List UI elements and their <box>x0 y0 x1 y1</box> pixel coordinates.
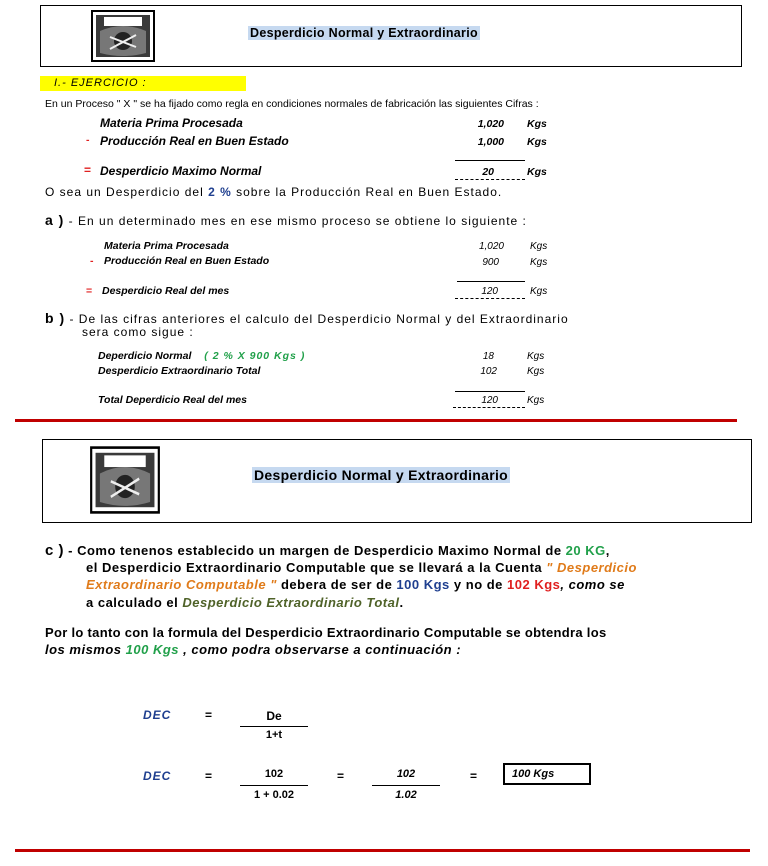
section-b-line-1 <box>45 310 569 326</box>
formula-den-3: 1.02 <box>395 789 417 801</box>
conclusion-line-2 <box>45 642 461 657</box>
t3-label-1-text: Deperdicio Normal <box>98 350 192 362</box>
sentence-1-pct: 2 % <box>208 185 232 199</box>
section-c-l3-q: Extraordinario Computable " <box>86 577 277 592</box>
t1-label-2: Producción Real en Buen Estado <box>100 134 289 148</box>
section-c-line-4 <box>86 595 404 610</box>
section-c-l2-q: " Desperdicio <box>546 560 637 575</box>
t3-value-3: 120 <box>481 395 498 406</box>
section-c-l4-it: Desperdicio Extraordinario Total <box>182 595 400 610</box>
t1-value-3: 20 <box>482 166 494 178</box>
t1-sign-2: - <box>86 134 90 146</box>
section-b-letter: b ) <box>45 310 66 326</box>
sentence-1-post: sobre la Producción Real en Buen Estado. <box>231 185 503 199</box>
section-b-text-1: - De las cifras anteriores el calculo del Desperdicio Normal y del Extraordinario <box>65 312 569 326</box>
formula-den-2: 1 + 0.02 <box>253 789 295 801</box>
section-c-l3-v2: 102 Kgs <box>507 577 561 592</box>
sentence-1 <box>45 185 502 199</box>
section-divider-2 <box>15 849 750 852</box>
t1-sign-3: = <box>84 163 92 177</box>
t1-unit-2: Kgs <box>527 136 547 148</box>
ipn-logo-1 <box>90 9 156 63</box>
formula-eq-4: = <box>470 769 478 783</box>
section-c-l1-val: 20 KG <box>565 543 606 558</box>
section-c-line-3 <box>86 577 625 592</box>
conclusion-l2-post: , como podra observarse a continuación : <box>179 642 462 657</box>
t3-value-1: 18 <box>482 351 494 362</box>
section-c-letter: c ) <box>45 542 65 559</box>
section-divider-1 <box>15 419 737 422</box>
conclusion-line-1: Por lo tanto con la formula del Desperdicio Extraordinario Computable se obtendra los <box>45 625 607 640</box>
section-c-line-2 <box>86 560 637 575</box>
t1-value-2: 1,000 <box>477 136 504 148</box>
formula-num-1: De <box>266 709 282 723</box>
ipn-logo-2 <box>89 445 161 515</box>
t3-value-2: 102 <box>480 366 497 377</box>
t3-label-3: Total Deperdicio Real del mes <box>98 394 247 406</box>
formula-num-2: 102 <box>264 768 284 780</box>
t2-unit-2: Kgs <box>530 257 548 268</box>
section-a-letter: a ) <box>45 212 65 228</box>
t1-value-1: 1,020 <box>477 118 504 130</box>
header-title-1: Desperdicio Normal y Extraordinario <box>250 26 478 40</box>
section-c-l4-post: . <box>399 595 404 610</box>
formula-fraction-bar-1 <box>240 726 308 727</box>
section-a-text: - En un determinado mes en ese mismo proceso se obtiene lo siguiente : <box>64 214 527 228</box>
t3-label-1 <box>98 350 305 362</box>
t3-unit-2: Kgs <box>527 366 545 377</box>
t3-total-underline <box>453 407 525 408</box>
section-a <box>45 212 527 228</box>
t3-unit-1: Kgs <box>527 351 545 362</box>
formula-eq-1: = <box>205 708 213 722</box>
intro-text: En un Proceso " X " se ha fijado como regla en condiciones normales de fabricación las siguientes Cifras : <box>45 98 539 110</box>
section-c-line-1 <box>45 542 610 559</box>
sentence-1-pre: O sea un Desperdicio del <box>45 185 209 199</box>
t2-unit-3: Kgs <box>530 286 548 297</box>
t3-label-2: Desperdicio Extraordinario Total <box>98 365 261 377</box>
t3-sum-line <box>455 391 525 392</box>
section-c-l1-post: , <box>605 543 610 558</box>
t1-unit-1: Kgs <box>527 118 547 130</box>
formula-eq-2: = <box>205 769 213 783</box>
t2-label-1: Materia Prima Procesada <box>104 240 229 252</box>
ejercicio-label: I.- EJERCICIO : <box>40 76 246 91</box>
t2-unit-1: Kgs <box>530 241 548 252</box>
formula-den-1: 1+t <box>265 729 283 741</box>
section-c-l1-pre: - Como tenenos establecido un margen de Desperdicio Maximo Normal de <box>64 543 566 558</box>
t1-sum-line <box>455 160 525 161</box>
t2-sum-line <box>457 281 525 282</box>
t2-label-3: Desperdicio Real del mes <box>102 285 230 297</box>
header-title-2: Desperdicio Normal y Extraordinario <box>254 467 509 483</box>
t2-value-2: 900 <box>482 257 499 268</box>
t1-label-1: Materia Prima Procesada <box>100 116 243 130</box>
t2-sign-3: = <box>86 285 93 297</box>
t1-label-3: Desperdicio Maximo Normal <box>100 164 262 178</box>
section-c-l3-mid: debera de ser de <box>276 577 397 592</box>
formula-fraction-bar-2 <box>240 785 308 786</box>
t1-total-underline <box>455 179 525 180</box>
section-b-text-2: sera como sigue : <box>82 325 194 339</box>
section-c-l3-v1: 100 Kgs <box>396 577 450 592</box>
t1-unit-3: Kgs <box>527 166 547 178</box>
t2-label-2: Producción Real en Buen Estado <box>104 255 270 267</box>
conclusion-l2-pre: los mismos <box>45 642 126 657</box>
section-c-l4-pre: a calculado el <box>86 595 183 610</box>
t3-formula: ( 2 % X 900 Kgs ) <box>204 350 306 362</box>
conclusion-l2-val: 100 Kgs <box>125 642 180 657</box>
section-c-l3-mid2: y no de <box>449 577 508 592</box>
t3-unit-3: Kgs <box>527 395 545 406</box>
t2-value-1: 1,020 <box>478 241 504 252</box>
formula-result: 100 Kgs <box>503 763 591 785</box>
section-c-l2: el Desperdicio Extraordinario Computable que se llevará a la Cuenta <box>86 560 547 575</box>
t2-sign-2: - <box>90 255 94 267</box>
formula-lhs-2: DEC <box>143 769 172 783</box>
formula-eq-3: = <box>337 769 345 783</box>
formula-num-3: 102 <box>396 768 416 780</box>
formula-fraction-bar-3 <box>372 785 440 786</box>
t2-total-underline <box>455 298 525 299</box>
section-c-l3-post: , como se <box>560 577 625 592</box>
formula-lhs-1: DEC <box>143 708 172 722</box>
t2-value-3: 120 <box>481 286 498 297</box>
